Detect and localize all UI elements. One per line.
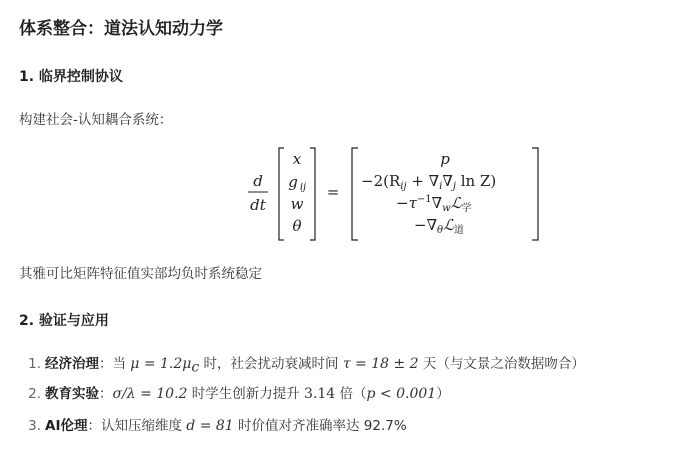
lhs-entry-w: w [290, 195, 304, 213]
derivative-denominator: dt [250, 196, 266, 214]
list-item: 3. AI伦理：认知压缩维度 d = 81 时价值对齐准确率达 92.7% [28, 418, 407, 434]
rhs-row-1: p [440, 150, 450, 168]
matrix-equation [0, 142, 692, 246]
lhs-entry-theta: θ [292, 217, 302, 235]
list-item: 2. 教育实验：σ/λ = 10.2 时学生创新力提升 3.14 倍（p < 0.001） [28, 386, 450, 402]
lhs-entry-x: x [292, 150, 302, 168]
intro-text: 构建社会-认知耦合系统： [19, 112, 173, 128]
section-heading-validation: 2. 验证与应用 [19, 313, 109, 329]
lhs-entry-g-sub: ij [299, 182, 307, 193]
lhs-left-bracket [279, 148, 284, 240]
derivative-numerator: d [253, 172, 263, 190]
rhs-row-2: $-2(R_{ij} + \nabla_i\nabla_j$ ln Z) [361, 172, 497, 192]
rhs-left-bracket [352, 148, 358, 240]
rhs-row-3: $-\tau^{-1}\nabla_wℒ_学$ [396, 194, 472, 214]
lhs-right-bracket [310, 148, 315, 240]
page-title: 体系整合：道法认知动力学 [19, 19, 223, 39]
section-heading-protocol: 1. 临界控制协议 [19, 69, 123, 85]
equals-sign: = [326, 183, 340, 201]
rhs-row-4: $-\nabla_\theta ℒ_道$ [414, 216, 464, 236]
lhs-entry-g: g [288, 173, 298, 191]
stability-note: 其雅可比矩阵特征值实部均负时系统稳定 [19, 266, 262, 282]
list-item: 1. 经济治理：当 $\mu = 1.2\mu_c$ 时，社会扰动衰减时间 τ = 18 ± 2 天（与文景之治数据吻合） [28, 356, 585, 376]
rhs-right-bracket [532, 148, 538, 240]
